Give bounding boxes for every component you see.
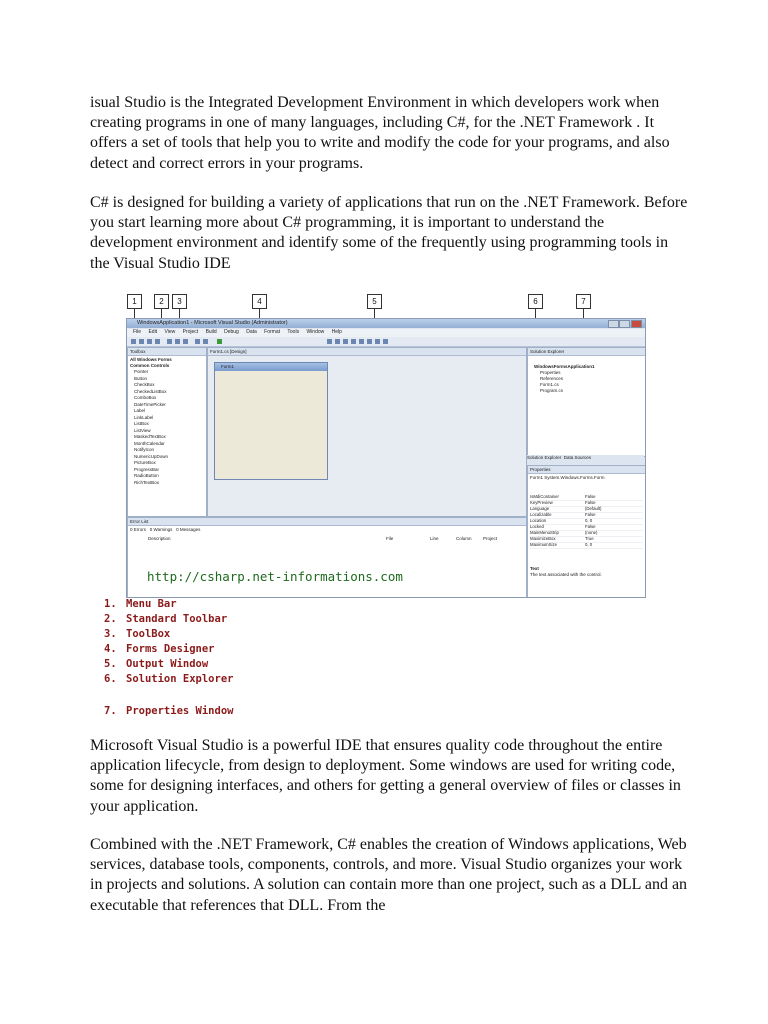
legend-item bbox=[104, 598, 177, 610]
toolbox-item: Pointer bbox=[134, 369, 149, 374]
align-icon-7 bbox=[383, 339, 388, 344]
prop-value: False bbox=[585, 524, 596, 529]
start-debug-icon bbox=[217, 339, 222, 344]
prop-name: Localizable bbox=[530, 512, 552, 517]
prop-row bbox=[530, 542, 643, 549]
window-title: WindowsApplication1 - Microsoft Visual Studio (Administrator) bbox=[137, 320, 288, 326]
prop-name: IsMdiContainer bbox=[530, 494, 559, 499]
legend-label: ToolBox bbox=[126, 628, 171, 640]
prop-value: (none) bbox=[585, 530, 598, 535]
toolbox-item: RadioButton bbox=[134, 473, 159, 478]
toolbox-item: ListBox bbox=[134, 421, 149, 426]
toolbox-item: Label bbox=[134, 408, 146, 413]
toolbox-item: ProgressBar bbox=[134, 466, 160, 472]
solution-title: Solution Explorer bbox=[528, 348, 645, 356]
toolbox-panel bbox=[127, 347, 207, 517]
toolbox-item: NumericUpDown bbox=[134, 453, 169, 459]
legend-item bbox=[104, 643, 215, 655]
prop-value: 0, 0 bbox=[585, 518, 593, 523]
toolbox-item: PictureBox bbox=[134, 460, 156, 465]
tab-solution-explorer: Solution Explorer bbox=[527, 455, 562, 460]
menu-window: Window bbox=[306, 329, 325, 335]
legend-label: Output Window bbox=[126, 658, 209, 670]
solution-item: References bbox=[540, 376, 564, 381]
legend-item bbox=[104, 705, 233, 717]
legend-number: 4. bbox=[104, 643, 117, 655]
prop-value: 0, 0 bbox=[585, 542, 593, 547]
legend-item bbox=[104, 613, 227, 625]
prop-name: KeyPreview bbox=[530, 500, 553, 505]
prop-name: Locked bbox=[530, 524, 544, 529]
solution-explorer-panel bbox=[527, 347, 646, 457]
align-icon-4 bbox=[359, 339, 364, 344]
prop-name: Location bbox=[530, 518, 547, 523]
window-titlebar bbox=[127, 319, 645, 328]
callout-5: 5 bbox=[367, 294, 382, 309]
toolbox-item: CheckBox bbox=[134, 382, 155, 387]
ide-figure bbox=[122, 290, 644, 596]
callout-1: 1 bbox=[127, 294, 142, 309]
solution-item: Program.cs bbox=[540, 388, 564, 393]
toolbox-item: CheckedListBox bbox=[134, 388, 167, 394]
legend-label: Forms Designer bbox=[126, 643, 215, 655]
save-all-icon bbox=[155, 339, 160, 344]
col-line: Line bbox=[430, 536, 439, 541]
legend-label: Standard Toolbar bbox=[126, 613, 228, 625]
props-object: Form1 System.Windows.Forms.Form bbox=[530, 475, 605, 480]
paste-icon bbox=[183, 339, 188, 344]
output-title: Error List bbox=[128, 518, 526, 526]
undo-icon bbox=[195, 339, 200, 344]
menu-bar bbox=[127, 329, 645, 337]
callout-4: 4 bbox=[252, 294, 267, 309]
copy-icon bbox=[175, 339, 180, 344]
toolbox-item: ComboBox bbox=[134, 395, 157, 400]
legend-number: 2. bbox=[104, 613, 117, 625]
prop-value: False bbox=[585, 500, 596, 505]
prop-name: MaximizeBox bbox=[530, 536, 556, 541]
maximize-icon bbox=[619, 320, 630, 328]
col-project: Project bbox=[483, 536, 498, 541]
close-icon bbox=[631, 320, 642, 328]
standard-toolbar bbox=[127, 337, 645, 347]
prop-value: True bbox=[585, 536, 594, 541]
prop-value: False bbox=[585, 494, 596, 499]
source-url: http://csharp.net-informations.com bbox=[147, 569, 403, 584]
toolbox-item: LinkLabel bbox=[134, 414, 154, 420]
menu-tools: Tools bbox=[287, 329, 300, 335]
open-icon bbox=[139, 339, 144, 344]
designer-tab: Form1.cs [Design] bbox=[208, 348, 526, 356]
menu-help: Help bbox=[331, 329, 342, 335]
properties-window-panel bbox=[527, 465, 646, 598]
col-column: Column bbox=[456, 536, 472, 541]
menu-data: Data bbox=[246, 329, 257, 335]
save-icon bbox=[147, 339, 152, 344]
toolbox-item: NotifyIcon bbox=[134, 447, 155, 452]
new-icon bbox=[131, 339, 136, 344]
prop-name: MainMenuStrip bbox=[530, 530, 559, 535]
callout-6: 6 bbox=[528, 294, 543, 309]
toolbox-item: DateTimePicker bbox=[134, 401, 166, 407]
callout-7: 7 bbox=[576, 294, 591, 309]
align-icon-2 bbox=[343, 339, 348, 344]
toolbox-item: Button bbox=[134, 375, 148, 381]
warnings-tab: 0 Warnings bbox=[149, 527, 173, 532]
legend-item bbox=[104, 628, 170, 640]
solution-item: WindowsFormsApplication1 bbox=[534, 364, 595, 369]
toolbox-group-common: Common Controls bbox=[130, 363, 170, 368]
legend-item bbox=[104, 673, 233, 685]
form1-window bbox=[214, 362, 328, 480]
align-icon-6 bbox=[375, 339, 380, 344]
legend-label: Solution Explorer bbox=[126, 673, 234, 685]
toolbox-title: Toolbox bbox=[128, 348, 206, 356]
prop-name: MaximumSize bbox=[530, 542, 557, 547]
col-description: Description bbox=[148, 536, 171, 541]
forms-designer-panel bbox=[207, 347, 527, 517]
ide-screenshot bbox=[126, 318, 646, 598]
ide-quality-paragraph: Microsoft Visual Studio is a powerful IDE that ensures quality code throughout the entire application lifecycle, from design to deployment. Some windows are used for writing code, some for designing interfaces, and others for getting a general overview of files or classes in your application. bbox=[90, 737, 681, 815]
props-title: Properties bbox=[528, 466, 645, 474]
toolbox-item: MaskedTextBox bbox=[134, 434, 166, 439]
legend-number: 7. bbox=[104, 705, 117, 717]
solution-item: Properties bbox=[540, 370, 561, 375]
intro-paragraph: isual Studio is the Integrated Development Environment in which developers work when creating programs in one of many languages, including C#, for the .NET Framework . It offers a set of tools that help you to write and modify the code for your programs, and also detect and correct errors in your programs. bbox=[90, 94, 670, 172]
messages-tab: 0 Messages bbox=[176, 527, 201, 532]
align-icon-5 bbox=[367, 339, 372, 344]
callout-2: 2 bbox=[154, 294, 169, 309]
output-window-panel bbox=[127, 517, 527, 598]
align-icon-3 bbox=[351, 339, 356, 344]
layout-icon bbox=[327, 339, 332, 344]
legend-number: 5. bbox=[104, 658, 117, 670]
solution-tabs bbox=[527, 455, 644, 464]
props-desc-title: Text bbox=[530, 566, 539, 571]
menu-project: Project bbox=[182, 329, 199, 335]
props-desc: The text associated with the control. bbox=[530, 572, 602, 577]
legend-number: 6. bbox=[104, 673, 117, 685]
toolbox-item: ListView bbox=[134, 427, 151, 433]
toolbox-group-all: All Windows Forms bbox=[130, 357, 172, 362]
prop-name: Language bbox=[530, 506, 550, 511]
toolbox-item: MonthCalendar bbox=[134, 440, 165, 446]
menu-view: View bbox=[164, 329, 176, 335]
align-icon bbox=[335, 339, 340, 344]
menu-file: File bbox=[133, 329, 142, 335]
col-file: File bbox=[386, 536, 394, 541]
menu-format: Format bbox=[264, 329, 280, 335]
dotnet-paragraph: Combined with the .NET Framework, C# enables the creation of Windows applications, Web services, database tools, components, controls, and more. Visual Studio organizes your work in projects and solutions. A solution can contain more than one project, such as a DLL and an executable that references that DLL. From the bbox=[90, 836, 688, 914]
prop-value: (Default) bbox=[585, 506, 602, 511]
errors-tab: 0 Errors bbox=[130, 527, 147, 532]
csharp-paragraph: C# is designed for building a variety of applications that run on the .NET Framework. Before you start learning more about C# programming, it is important to understand the development environment and identify some of the frequently using programming tools in the Visual Studio IDE bbox=[90, 194, 688, 272]
menu-build: Build bbox=[205, 329, 217, 335]
solution-item: Form1.cs bbox=[540, 382, 559, 387]
legend-number: 3. bbox=[104, 628, 117, 640]
menu-debug: Debug bbox=[224, 329, 239, 335]
menu-edit: Edit bbox=[148, 329, 158, 335]
legend-item bbox=[104, 658, 208, 670]
toolbox-item: RichTextBox bbox=[134, 479, 160, 485]
tab-data-sources: Data Sources bbox=[563, 455, 592, 460]
cut-icon bbox=[167, 339, 172, 344]
legend-number: 1. bbox=[104, 598, 117, 610]
legend-label: Properties Window bbox=[126, 705, 234, 717]
callout-3: 3 bbox=[172, 294, 187, 309]
legend-label: Menu Bar bbox=[126, 598, 177, 610]
minimize-icon bbox=[608, 320, 619, 328]
form1-title: Form1 bbox=[215, 363, 327, 371]
redo-icon bbox=[203, 339, 208, 344]
prop-value: False bbox=[585, 512, 596, 517]
